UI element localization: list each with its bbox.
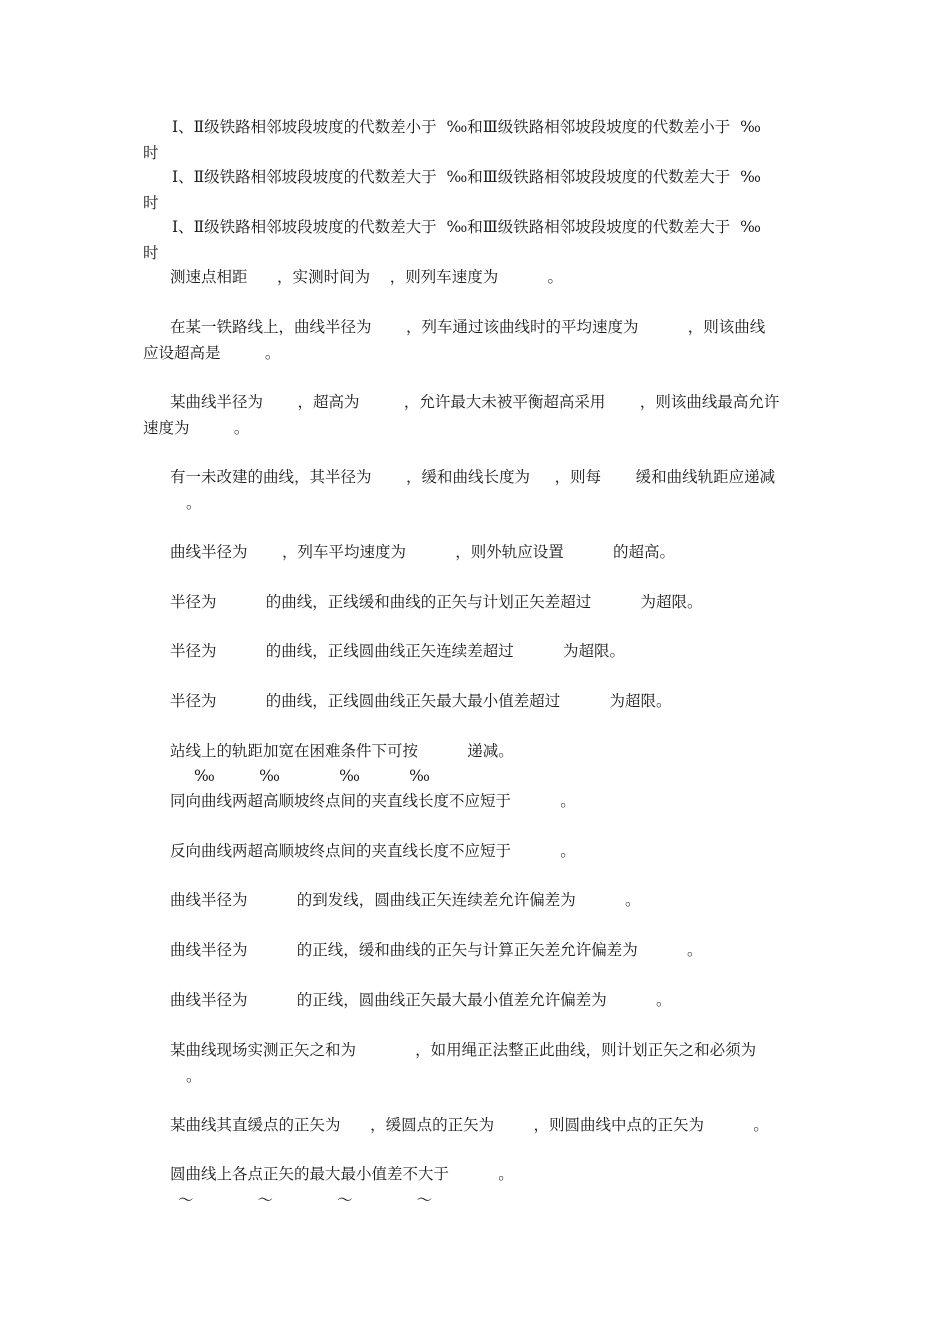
answer-options: ‰ ‰ ‰ ‰ [194,767,430,785]
question-line: 曲线半径为 的到发线，圆曲线正矢连续差允许偏差为 。 [170,891,641,909]
question-line: 反向曲线两超高顺坡终点间的夹直线长度不应短于 。 [170,842,576,860]
question-line: Ⅰ、Ⅱ级铁路相邻坡段坡度的代数差大于 ‰和Ⅲ级铁路相邻坡段坡度的代数差大于 ‰ [172,168,761,186]
question-line: 在某一铁路线上，曲线半径为 ，列车通过该曲线时的平均速度为 ，则该曲线 [170,318,766,336]
question-line: 某曲线半径为 ，超高为 ，允许最大未被平衡超高采用 ，则该曲线最高允许 [170,393,780,411]
question-line: 速度为 。 [143,419,250,437]
question-line: 时 [143,194,159,212]
question-line: 曲线半径为 的正线，圆曲线正矢最大最小值差允许偏差为 。 [170,991,672,1009]
question-line: 同向曲线两超高顺坡终点间的夹直线长度不应短于 。 [170,792,576,810]
question-line: 有一未改建的曲线，其半径为 ，缓和曲线长度为 ，则每 缓和曲线轨距应递减 [170,468,776,486]
question-line: 半径为 的曲线，正线缓和曲线的正矢与计划正矢差超过 为超限。 [170,593,703,611]
question-line: 应设超高是 。 [143,344,281,362]
question-line: 半径为 的曲线，正线圆曲线正矢连续差超过 为超限。 [170,642,626,660]
question-line: 曲线半径为 的正线，缓和曲线的正矢与计算正矢差允许偏差为 。 [170,941,703,959]
question-line: 时 [143,244,159,262]
question-line: 曲线半径为 ，列车平均速度为 ，则外轨应设置 的超高。 [170,543,676,561]
answer-options: ～ ～ ～ ～ [178,1191,433,1209]
question-line: 。 [186,494,202,512]
question-line: 。 [186,1067,202,1085]
question-line: 半径为 的曲线，正线圆曲线正矢最大最小值差超过 为超限。 [170,692,672,710]
question-line: Ⅰ、Ⅱ级铁路相邻坡段坡度的代数差小于 ‰和Ⅲ级铁路相邻坡段坡度的代数差小于 ‰ [172,118,761,136]
question-line: 某曲线现场实测正矢之和为 ，如用绳正法整正此曲线，则计划正矢之和必须为 [170,1041,757,1059]
question-line: 圆曲线上各点正矢的最大最小值差不大于 。 [170,1165,514,1183]
question-line: 某曲线其直缓点的正矢为 ，缓圆点的正矢为 ，则圆曲线中点的正矢为 。 [170,1116,769,1134]
question-line: 站线上的轨距加宽在困难条件下可按 递减。 [170,742,514,760]
question-line: Ⅰ、Ⅱ级铁路相邻坡段坡度的代数差大于 ‰和Ⅲ级铁路相邻坡段坡度的代数差大于 ‰ [172,218,761,236]
question-line: 测速点相距 ，实测时间为 ，则列车速度为 。 [170,268,564,286]
question-line: 时 [143,144,159,162]
